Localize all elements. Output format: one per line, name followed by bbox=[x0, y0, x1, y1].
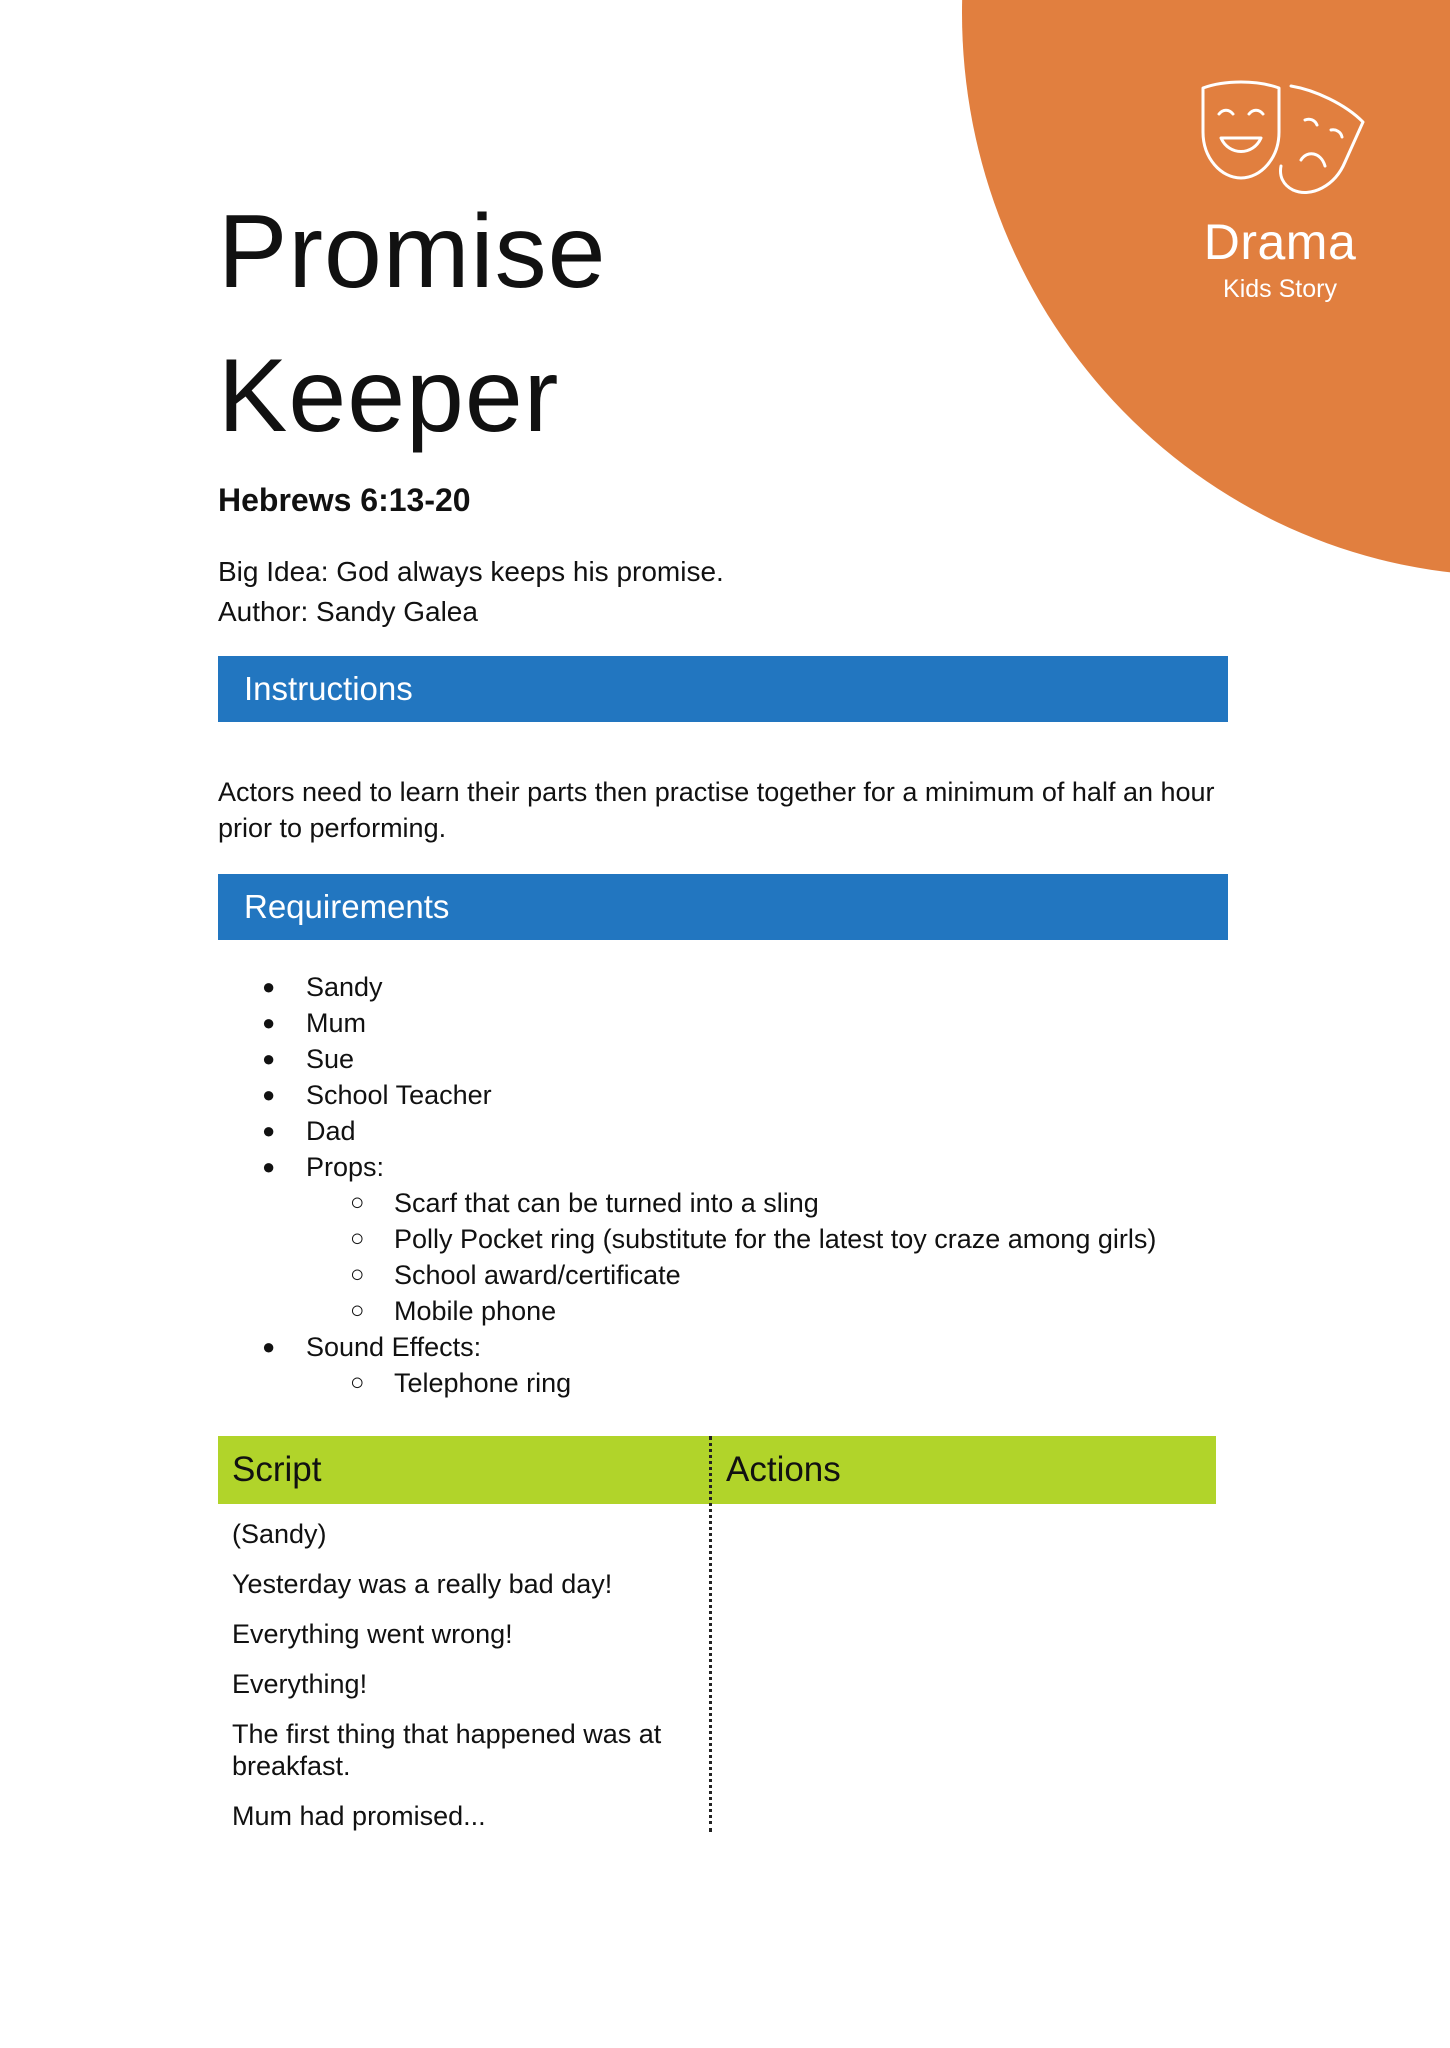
list-item-text: Mum bbox=[306, 1008, 366, 1038]
sub-list-item bbox=[218, 1293, 1156, 1329]
actions-column-header: Actions bbox=[726, 1450, 841, 1489]
bullet-icon: ● bbox=[262, 1334, 276, 1359]
bullet-icon: ● bbox=[262, 1010, 276, 1035]
sub-list-item bbox=[218, 1365, 1156, 1401]
requirements-list bbox=[218, 969, 1156, 1401]
script-table bbox=[218, 1436, 1216, 1831]
list-item-text: Sound Effects: bbox=[306, 1332, 482, 1362]
list-item bbox=[218, 1041, 1156, 1077]
script-table-header bbox=[218, 1436, 1216, 1504]
circle-bullet-icon: ○ bbox=[350, 1261, 365, 1288]
page-title bbox=[218, 180, 606, 468]
scripture-reference: Hebrews 6:13-20 bbox=[218, 482, 471, 518]
list-item-text: Scarf that can be turned into a sling bbox=[394, 1188, 819, 1218]
circle-bullet-icon: ○ bbox=[350, 1297, 365, 1324]
bullet-icon: ● bbox=[262, 1118, 276, 1143]
story-meta bbox=[218, 552, 724, 632]
bullet-icon: ● bbox=[262, 1046, 276, 1071]
bullet-icon: ● bbox=[262, 1082, 276, 1107]
sub-list-item bbox=[218, 1185, 1156, 1221]
script-line: Yesterday was a really bad day! bbox=[232, 1569, 613, 1599]
script-line: Everything went wrong! bbox=[232, 1619, 513, 1649]
list-item-text: School Teacher bbox=[306, 1080, 492, 1110]
list-item-text: Dad bbox=[306, 1116, 356, 1146]
list-item bbox=[218, 1113, 1156, 1149]
author: Author: Sandy Galea bbox=[218, 596, 478, 627]
script-line: Mum had promised... bbox=[232, 1801, 486, 1831]
circle-bullet-icon: ○ bbox=[350, 1189, 365, 1216]
badge-subtitle: Kids Story bbox=[1223, 275, 1337, 303]
list-item-text: Props: bbox=[306, 1152, 385, 1182]
big-idea: Big Idea: God always keeps his promise. bbox=[218, 556, 724, 587]
script-line: Everything! bbox=[232, 1669, 368, 1699]
list-item-text: Sandy bbox=[306, 972, 383, 1002]
column-divider bbox=[709, 1436, 712, 1832]
list-item-text: Telephone ring bbox=[394, 1368, 572, 1398]
bullet-icon: ● bbox=[262, 974, 276, 999]
circle-bullet-icon: ○ bbox=[350, 1369, 365, 1396]
circle-bullet-icon: ○ bbox=[350, 1225, 365, 1252]
list-item bbox=[218, 969, 1156, 1005]
list-item bbox=[218, 1005, 1156, 1041]
drama-badge bbox=[1180, 80, 1380, 304]
list-item bbox=[218, 1077, 1156, 1113]
bullet-icon: ● bbox=[262, 1154, 276, 1179]
list-item-text: Mobile phone bbox=[394, 1296, 557, 1326]
instructions-text: Actors need to learn their parts then practise together for a minimum of half an hour prior to performing. bbox=[218, 777, 1215, 843]
script-line: (Sandy) bbox=[232, 1519, 327, 1549]
sub-list-item bbox=[218, 1257, 1156, 1293]
script-line: The first thing that happened was at breakfast. bbox=[232, 1719, 662, 1781]
requirements-heading: Requirements bbox=[218, 874, 1228, 940]
list-item-text: School award/certificate bbox=[394, 1260, 681, 1290]
theatre-masks-icon bbox=[1195, 80, 1365, 200]
list-item-text: Polly Pocket ring (substitute for the latest toy craze among girls) bbox=[394, 1224, 1157, 1254]
list-item-text: Sue bbox=[306, 1044, 355, 1074]
list-item bbox=[218, 1149, 1156, 1185]
script-lines bbox=[232, 1518, 702, 1850]
script-column-header: Script bbox=[232, 1450, 322, 1489]
title-line-2: Keeper bbox=[218, 338, 560, 454]
instructions-heading: Instructions bbox=[218, 656, 1228, 722]
badge-title: Drama bbox=[1203, 214, 1357, 270]
title-line-1: Promise bbox=[218, 194, 607, 310]
sub-list-item bbox=[218, 1221, 1156, 1257]
list-item bbox=[218, 1329, 1156, 1365]
